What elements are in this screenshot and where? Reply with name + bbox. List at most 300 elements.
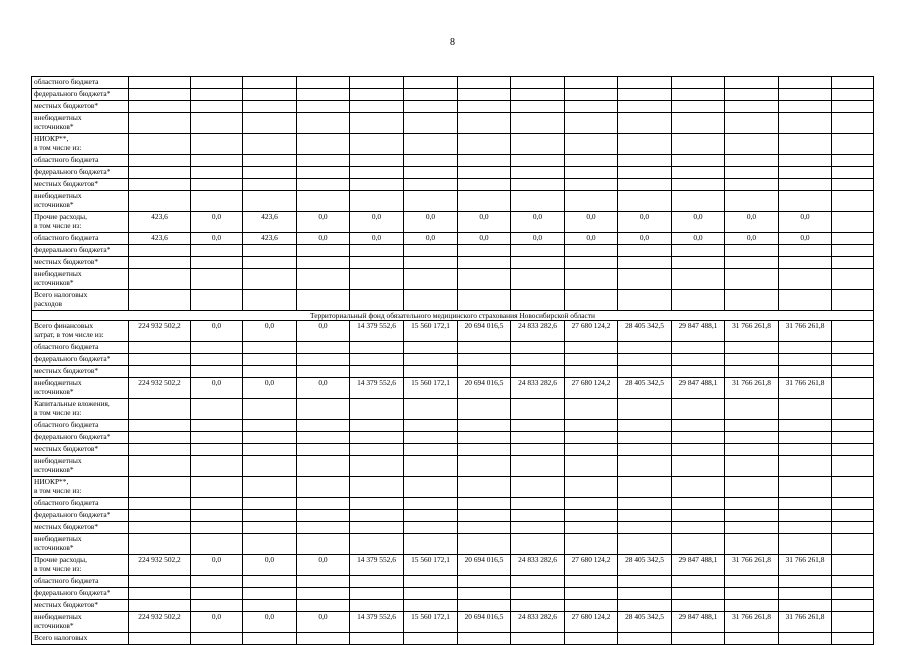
value-cell (243, 432, 297, 444)
value-cell (350, 366, 404, 378)
value-cell (191, 354, 243, 366)
value-cell (297, 290, 350, 311)
value-cell (511, 456, 565, 477)
row-label (32, 378, 129, 399)
extra-cell (832, 101, 874, 113)
value-cell (191, 633, 243, 645)
row-label (32, 77, 129, 89)
value-cell (511, 113, 565, 134)
value-cell (404, 477, 458, 498)
value-cell (404, 600, 458, 612)
value-cell (129, 191, 191, 212)
value-cell (565, 456, 618, 477)
value-cell (725, 600, 779, 612)
value-cell (565, 245, 618, 257)
value-cell (350, 432, 404, 444)
value-cell (672, 498, 725, 510)
value-cell (243, 600, 297, 612)
extra-cell (832, 612, 874, 633)
value-cell: 0,0 (191, 612, 243, 633)
value-cell (191, 576, 243, 588)
value-cell (618, 257, 672, 269)
value-cell: 0,0 (404, 212, 458, 233)
extra-cell (832, 257, 874, 269)
value-cell (129, 576, 191, 588)
extra-cell (832, 269, 874, 290)
value-cell: 20 694 016,5 (458, 378, 511, 399)
row-label-line: федерального бюджета* (34, 167, 111, 176)
value-cell: 29 847 488,1 (672, 321, 725, 342)
row-label-line: местных бюджетов* (34, 366, 99, 375)
row-label-line: Прочие расходы, (34, 212, 87, 221)
extra-cell (832, 113, 874, 134)
value-cell (129, 432, 191, 444)
value-cell (779, 366, 832, 378)
value-cell (511, 101, 565, 113)
value-cell (297, 167, 350, 179)
value-cell (129, 354, 191, 366)
row-label (32, 113, 129, 134)
value-cell: 14 379 552,6 (350, 555, 404, 576)
value-cell (350, 588, 404, 600)
value-cell (297, 498, 350, 510)
value-cell (618, 179, 672, 191)
value-cell (129, 245, 191, 257)
value-cell (511, 245, 565, 257)
value-cell (243, 420, 297, 432)
value-cell: 31 766 261,8 (779, 555, 832, 576)
value-cell (725, 510, 779, 522)
row-label (32, 366, 129, 378)
value-cell (404, 456, 458, 477)
value-cell (129, 134, 191, 155)
value-cell (565, 576, 618, 588)
value-cell (779, 522, 832, 534)
value-cell (725, 477, 779, 498)
value-cell (243, 498, 297, 510)
row-label-line: источников* (34, 387, 74, 396)
value-cell (350, 89, 404, 101)
value-cell (779, 399, 832, 420)
value-cell (618, 534, 672, 555)
value-cell: 24 833 282,6 (511, 555, 565, 576)
value-cell (725, 456, 779, 477)
value-cell: 0,0 (350, 212, 404, 233)
value-cell (404, 269, 458, 290)
table-row (32, 257, 874, 269)
value-cell (672, 522, 725, 534)
value-cell (511, 534, 565, 555)
value-cell (672, 257, 725, 269)
value-cell (618, 600, 672, 612)
value-cell: 27 680 124,2 (565, 555, 618, 576)
row-label-line: областного бюджета (34, 155, 99, 164)
value-cell (191, 245, 243, 257)
value-cell (565, 269, 618, 290)
value-cell (458, 522, 511, 534)
value-cell (129, 588, 191, 600)
table-row (32, 588, 874, 600)
value-cell (191, 155, 243, 167)
row-label (32, 167, 129, 179)
row-label-line: внебюджетных (34, 269, 82, 278)
value-cell: 224 932 502,2 (129, 555, 191, 576)
value-cell (191, 444, 243, 456)
extra-cell (832, 233, 874, 245)
value-cell: 0,0 (565, 212, 618, 233)
row-label-line: федерального бюджета* (34, 354, 111, 363)
value-cell (458, 155, 511, 167)
value-cell: 0,0 (191, 321, 243, 342)
table-row (32, 576, 874, 588)
value-cell: 0,0 (297, 378, 350, 399)
budget-table (31, 76, 874, 645)
value-cell (779, 167, 832, 179)
value-cell (191, 179, 243, 191)
value-cell (129, 113, 191, 134)
value-cell (725, 269, 779, 290)
value-cell (350, 633, 404, 645)
value-cell (297, 191, 350, 212)
value-cell (511, 633, 565, 645)
extra-cell (832, 522, 874, 534)
value-cell: 14 379 552,6 (350, 321, 404, 342)
section-title: Территориальный фонд обязательного медицинского страхования Новосибирской области (32, 311, 874, 321)
value-cell (191, 510, 243, 522)
row-label (32, 89, 129, 101)
value-cell (672, 179, 725, 191)
value-cell (129, 456, 191, 477)
value-cell: 28 405 342,5 (618, 378, 672, 399)
value-cell (511, 155, 565, 167)
value-cell (129, 257, 191, 269)
extra-cell (832, 555, 874, 576)
value-cell (672, 588, 725, 600)
value-cell: 0,0 (672, 212, 725, 233)
value-cell (350, 420, 404, 432)
value-cell (779, 498, 832, 510)
value-cell (779, 257, 832, 269)
value-cell: 0,0 (618, 233, 672, 245)
extra-cell (832, 354, 874, 366)
value-cell (191, 77, 243, 89)
table-row (32, 354, 874, 366)
value-cell (672, 534, 725, 555)
value-cell (779, 354, 832, 366)
value-cell (129, 101, 191, 113)
value-cell (404, 432, 458, 444)
value-cell (350, 456, 404, 477)
value-cell (350, 179, 404, 191)
value-cell: 0,0 (191, 212, 243, 233)
value-cell (458, 257, 511, 269)
row-label-line: источников* (34, 200, 74, 209)
value-cell (458, 444, 511, 456)
row-label (32, 588, 129, 600)
value-cell (458, 456, 511, 477)
value-cell (350, 477, 404, 498)
row-label-line: областного бюджета (34, 420, 99, 429)
value-cell (458, 245, 511, 257)
value-cell (297, 600, 350, 612)
value-cell (725, 498, 779, 510)
value-cell (129, 510, 191, 522)
row-label-line: в том числе из: (34, 486, 82, 495)
row-label (32, 212, 129, 233)
value-cell (350, 257, 404, 269)
value-cell (672, 399, 725, 420)
value-cell (779, 456, 832, 477)
value-cell (458, 399, 511, 420)
value-cell (404, 420, 458, 432)
value-cell (511, 432, 565, 444)
value-cell (458, 89, 511, 101)
value-cell: 0,0 (191, 233, 243, 245)
value-cell: 28 405 342,5 (618, 555, 672, 576)
row-label (32, 269, 129, 290)
value-cell: 15 560 172,1 (404, 555, 458, 576)
row-label (32, 134, 129, 155)
value-cell (243, 456, 297, 477)
value-cell (511, 576, 565, 588)
value-cell (243, 444, 297, 456)
value-cell (129, 633, 191, 645)
value-cell (779, 89, 832, 101)
value-cell (618, 576, 672, 588)
value-cell (129, 269, 191, 290)
row-label-line: в том числе из: (34, 408, 82, 417)
table-row (32, 113, 874, 134)
value-cell (404, 633, 458, 645)
value-cell (404, 290, 458, 311)
value-cell (672, 633, 725, 645)
value-cell (191, 113, 243, 134)
value-cell (350, 245, 404, 257)
row-label (32, 633, 129, 645)
row-label-line: затрат, в том числе из: (34, 330, 104, 339)
row-label-line: областного бюджета (34, 233, 99, 242)
value-cell (191, 101, 243, 113)
value-cell (511, 354, 565, 366)
value-cell: 423,6 (243, 233, 297, 245)
value-cell (458, 113, 511, 134)
value-cell (458, 167, 511, 179)
value-cell (779, 245, 832, 257)
value-cell (779, 290, 832, 311)
value-cell (565, 399, 618, 420)
value-cell (672, 354, 725, 366)
extra-cell (832, 191, 874, 212)
value-cell (129, 498, 191, 510)
value-cell (297, 354, 350, 366)
value-cell: 0,0 (458, 233, 511, 245)
value-cell (618, 366, 672, 378)
row-label-line: Всего налоговых (34, 633, 88, 642)
row-label-line: Прочие расходы, (34, 555, 87, 564)
value-cell (779, 477, 832, 498)
value-cell (511, 269, 565, 290)
value-cell: 224 932 502,2 (129, 321, 191, 342)
value-cell (129, 77, 191, 89)
value-cell (350, 113, 404, 134)
value-cell (297, 576, 350, 588)
row-label-line: внебюджетных (34, 534, 82, 543)
value-cell (779, 191, 832, 212)
table-row (32, 534, 874, 555)
value-cell (243, 342, 297, 354)
value-cell (725, 588, 779, 600)
value-cell (511, 498, 565, 510)
value-cell (511, 477, 565, 498)
value-cell (191, 290, 243, 311)
row-label (32, 444, 129, 456)
value-cell (129, 534, 191, 555)
value-cell (725, 167, 779, 179)
value-cell (511, 444, 565, 456)
value-cell (779, 101, 832, 113)
value-cell (297, 420, 350, 432)
value-cell (458, 600, 511, 612)
value-cell (243, 113, 297, 134)
value-cell (404, 444, 458, 456)
value-cell (618, 167, 672, 179)
value-cell (458, 134, 511, 155)
row-label-line: областного бюджета (34, 77, 99, 86)
value-cell (129, 420, 191, 432)
value-cell (350, 77, 404, 89)
value-cell (297, 399, 350, 420)
value-cell (672, 113, 725, 134)
row-label-line: областного бюджета (34, 576, 99, 585)
value-cell: 0,0 (191, 555, 243, 576)
value-cell (725, 245, 779, 257)
value-cell (725, 534, 779, 555)
value-cell (725, 444, 779, 456)
value-cell (243, 510, 297, 522)
value-cell: 0,0 (191, 378, 243, 399)
row-label-line: источников* (34, 122, 74, 131)
value-cell: 31 766 261,8 (725, 378, 779, 399)
value-cell (725, 354, 779, 366)
value-cell (350, 522, 404, 534)
value-cell (129, 290, 191, 311)
value-cell (618, 342, 672, 354)
value-cell (618, 77, 672, 89)
value-cell (725, 290, 779, 311)
value-cell: 31 766 261,8 (725, 321, 779, 342)
value-cell (404, 522, 458, 534)
row-label-line: местных бюджетов* (34, 444, 99, 453)
value-cell (672, 456, 725, 477)
table-row (32, 290, 874, 311)
value-cell (779, 576, 832, 588)
value-cell (404, 510, 458, 522)
table-row (32, 420, 874, 432)
value-cell: 0,0 (725, 212, 779, 233)
value-cell: 0,0 (779, 233, 832, 245)
extra-cell (832, 321, 874, 342)
extra-cell (832, 399, 874, 420)
extra-cell (832, 290, 874, 311)
value-cell: 31 766 261,8 (725, 612, 779, 633)
extra-cell (832, 633, 874, 645)
value-cell (672, 269, 725, 290)
table-row (32, 477, 874, 498)
value-cell (511, 342, 565, 354)
value-cell (297, 257, 350, 269)
value-cell: 15 560 172,1 (404, 378, 458, 399)
value-cell (725, 432, 779, 444)
value-cell (297, 269, 350, 290)
row-label (32, 510, 129, 522)
table-row (32, 522, 874, 534)
value-cell (404, 534, 458, 555)
table-row (32, 245, 874, 257)
value-cell (618, 420, 672, 432)
value-cell (618, 113, 672, 134)
value-cell (404, 576, 458, 588)
value-cell (129, 366, 191, 378)
value-cell (191, 534, 243, 555)
value-cell (725, 134, 779, 155)
value-cell (243, 134, 297, 155)
extra-cell (832, 444, 874, 456)
value-cell (458, 477, 511, 498)
value-cell (129, 600, 191, 612)
row-label-line: федерального бюджета* (34, 245, 111, 254)
row-label-line: внебюджетных (34, 378, 82, 387)
row-label-line: федерального бюджета* (34, 510, 111, 519)
value-cell (458, 534, 511, 555)
value-cell (243, 290, 297, 311)
value-cell (243, 522, 297, 534)
value-cell: 224 932 502,2 (129, 612, 191, 633)
value-cell (511, 257, 565, 269)
value-cell: 0,0 (511, 212, 565, 233)
value-cell (672, 366, 725, 378)
extra-cell (832, 510, 874, 522)
value-cell (350, 510, 404, 522)
value-cell (672, 576, 725, 588)
value-cell (458, 498, 511, 510)
value-cell: 0,0 (458, 212, 511, 233)
value-cell: 0,0 (297, 233, 350, 245)
value-cell (725, 420, 779, 432)
row-label (32, 432, 129, 444)
row-label-line: источников* (34, 278, 74, 287)
value-cell (404, 354, 458, 366)
value-cell: 0,0 (725, 233, 779, 245)
value-cell (458, 191, 511, 212)
row-label-line: федерального бюджета* (34, 588, 111, 597)
value-cell (725, 179, 779, 191)
extra-cell (832, 600, 874, 612)
value-cell (458, 420, 511, 432)
value-cell (565, 477, 618, 498)
value-cell (129, 444, 191, 456)
row-label-line: местных бюджетов* (34, 101, 99, 110)
value-cell (191, 432, 243, 444)
value-cell (191, 498, 243, 510)
value-cell (404, 89, 458, 101)
value-cell (618, 498, 672, 510)
value-cell: 24 833 282,6 (511, 378, 565, 399)
value-cell (565, 633, 618, 645)
value-cell (618, 477, 672, 498)
row-label-line: расходов (34, 299, 62, 308)
value-cell (243, 179, 297, 191)
value-cell: 31 766 261,8 (779, 378, 832, 399)
